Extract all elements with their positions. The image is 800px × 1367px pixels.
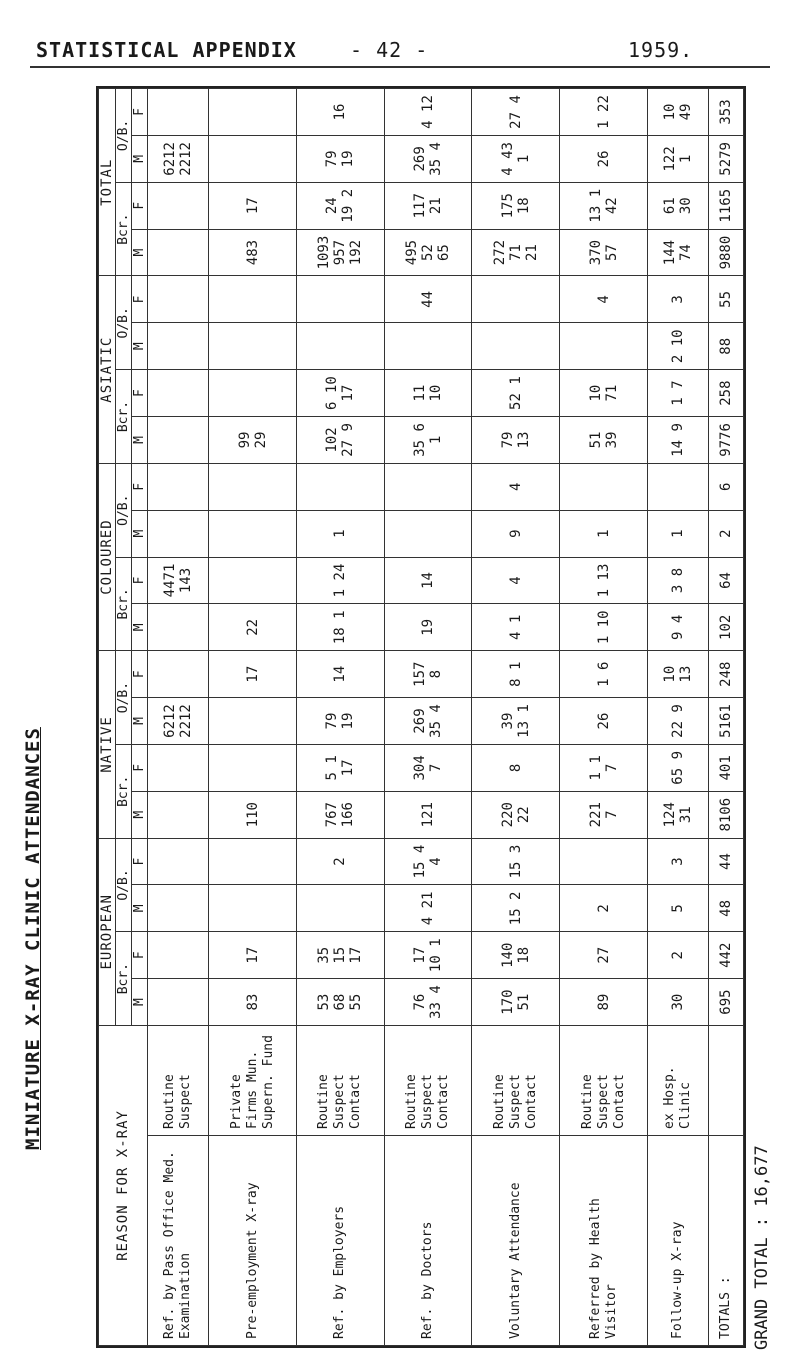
value-cell: 144 74 — [647, 229, 708, 276]
value-cell: 1 1 7 — [560, 744, 648, 791]
sex-header: M — [132, 417, 148, 464]
value-cell: 14 9 — [647, 417, 708, 464]
value-cell: 272 71 21 — [472, 229, 560, 276]
value-cell: 1 — [296, 510, 384, 557]
value-cell — [148, 229, 209, 276]
value-cell: 15 4 4 — [384, 838, 472, 885]
value-cell — [472, 323, 560, 370]
value-cell: 27 — [560, 932, 648, 979]
value-cell: 220 22 — [472, 791, 560, 838]
value-cell — [384, 510, 472, 557]
value-cell: 8 — [472, 744, 560, 791]
sex-header: M — [132, 979, 148, 1026]
value-cell: 15 2 — [472, 885, 560, 932]
value-cell: 258 — [709, 370, 744, 417]
value-cell: 4 — [472, 557, 560, 604]
sex-header: M — [132, 885, 148, 932]
value-cell: 102 27 9 — [296, 417, 384, 464]
value-cell — [148, 463, 209, 510]
value-cell: 4 21 — [384, 885, 472, 932]
value-cell: 10 71 — [560, 370, 648, 417]
sex-header: F — [132, 744, 148, 791]
value-cell: 79 19 — [296, 135, 384, 182]
value-cell — [560, 323, 648, 370]
side-title-text: MINIATURE X-RAY CLINIC ATTENDANCES — [22, 727, 44, 1150]
attendance-table — [98, 88, 744, 1346]
value-cell: 4 — [560, 276, 648, 323]
value-cell — [209, 463, 297, 510]
value-cell — [209, 276, 297, 323]
value-cell: 30 — [647, 979, 708, 1026]
sex-header: F — [132, 651, 148, 698]
group-coloured: COLOURED — [99, 463, 116, 650]
value-cell: 65 9 — [647, 744, 708, 791]
value-cell — [384, 323, 472, 370]
value-cell: 4 — [472, 463, 560, 510]
value-cell: 24 19 2 — [296, 182, 384, 229]
value-cell: 1 13 — [560, 557, 648, 604]
value-cell: 767 166 — [296, 791, 384, 838]
value-cell: 117 21 — [384, 182, 472, 229]
value-cell: 1 24 — [296, 557, 384, 604]
value-cell: 10 13 — [647, 651, 708, 698]
reason-header: REASON FOR X-RAY — [99, 1025, 148, 1345]
table-row — [472, 89, 560, 1346]
value-cell: 370 57 — [560, 229, 648, 276]
reason-cell: Referred by Health Visitor — [560, 1136, 648, 1346]
sex-header: M — [132, 135, 148, 182]
value-cell — [209, 557, 297, 604]
value-cell: 495 52 65 — [384, 229, 472, 276]
sub-reason-cell: Routine Suspect Contact — [560, 1025, 648, 1135]
value-cell: 99 29 — [209, 417, 297, 464]
value-cell: 14 — [296, 651, 384, 698]
value-cell — [209, 370, 297, 417]
value-cell: 22 — [209, 604, 297, 651]
value-cell: 9880 — [709, 229, 744, 276]
value-cell: 5161 — [709, 698, 744, 745]
value-cell: 483 — [209, 229, 297, 276]
value-cell: 9776 — [709, 417, 744, 464]
value-cell — [148, 838, 209, 885]
value-cell: 269 35 4 — [384, 135, 472, 182]
value-cell: 1 — [560, 510, 648, 557]
sex-header: F — [132, 276, 148, 323]
value-cell: 17 — [209, 182, 297, 229]
reason-cell: Follow-up X-ray — [647, 1136, 708, 1346]
sex-header: M — [132, 323, 148, 370]
value-cell: 35 15 17 — [296, 932, 384, 979]
sub-reason-cell: Private Firms Mun. Supern. Fund — [209, 1025, 297, 1135]
value-cell: 89 — [560, 979, 648, 1026]
value-cell: 695 — [709, 979, 744, 1026]
value-cell: 79 19 — [296, 698, 384, 745]
value-cell: 88 — [709, 323, 744, 370]
value-cell: 3 — [647, 838, 708, 885]
value-cell — [148, 370, 209, 417]
sex-header: M — [132, 510, 148, 557]
sex-header: F — [132, 463, 148, 510]
reason-cell: TOTALS : — [709, 1136, 744, 1346]
value-cell: 4 43 1 — [472, 135, 560, 182]
value-cell — [209, 838, 297, 885]
subgroup-header: Bcr. — [116, 932, 132, 1026]
sex-header: M — [132, 698, 148, 745]
value-cell: 4 12 — [384, 89, 472, 136]
value-cell: 1165 — [709, 182, 744, 229]
value-cell — [148, 89, 209, 136]
value-cell: 304 7 — [384, 744, 472, 791]
table-body — [148, 89, 744, 1346]
subgroup-header: O/B. — [116, 838, 132, 932]
reason-cell: Pre-employment X-ray — [209, 1136, 297, 1346]
value-cell: 61 30 — [647, 182, 708, 229]
value-cell: 9 4 — [647, 604, 708, 651]
group-asiatic: ASIATIC — [99, 276, 116, 463]
value-cell: 17 — [209, 932, 297, 979]
value-cell: 401 — [709, 744, 744, 791]
value-cell: 6 10 17 — [296, 370, 384, 417]
value-cell: 51 39 — [560, 417, 648, 464]
value-cell — [647, 463, 708, 510]
value-cell — [148, 651, 209, 698]
value-cell — [209, 510, 297, 557]
sex-header: F — [132, 557, 148, 604]
value-cell: 124 31 — [647, 791, 708, 838]
value-cell: 5279 — [709, 135, 744, 182]
value-cell: 1 10 — [560, 604, 648, 651]
value-cell: 8106 — [709, 791, 744, 838]
value-cell: 1093 957 192 — [296, 229, 384, 276]
value-cell: 11 10 — [384, 370, 472, 417]
value-cell: 121 — [384, 791, 472, 838]
reason-cell: Ref. by Employers — [296, 1136, 384, 1346]
side-title — [18, 560, 44, 1160]
value-cell: 18 1 — [296, 604, 384, 651]
value-cell: 83 — [209, 979, 297, 1026]
value-cell: 48 — [709, 885, 744, 932]
group-european: EUROPEAN — [99, 838, 116, 1025]
sex-header: M — [132, 604, 148, 651]
grand-total — [750, 1130, 774, 1360]
value-cell — [148, 885, 209, 932]
value-cell: 1 6 — [560, 651, 648, 698]
value-cell: 2 — [709, 510, 744, 557]
value-cell: 157 8 — [384, 651, 472, 698]
value-cell — [560, 838, 648, 885]
value-cell: 122 1 — [647, 135, 708, 182]
value-cell: 6212 2212 — [148, 698, 209, 745]
value-cell — [560, 463, 648, 510]
table-row — [560, 89, 648, 1346]
value-cell — [209, 744, 297, 791]
table-row — [296, 89, 384, 1346]
table-row — [709, 89, 744, 1346]
value-cell — [296, 276, 384, 323]
subgroup-header: Bcr. — [116, 744, 132, 838]
value-cell — [296, 885, 384, 932]
sex-header: F — [132, 838, 148, 885]
value-cell: 6212 2212 — [148, 135, 209, 182]
value-cell — [209, 698, 297, 745]
sex-header: F — [132, 932, 148, 979]
group-total: TOTAL — [99, 89, 116, 276]
value-cell: 5 1 17 — [296, 744, 384, 791]
subgroup-header: O/B. — [116, 89, 132, 183]
value-cell: 3 8 — [647, 557, 708, 604]
subgroup-header: O/B. — [116, 276, 132, 370]
value-cell: 44 — [384, 276, 472, 323]
value-cell: 2 — [647, 932, 708, 979]
sex-header: M — [132, 791, 148, 838]
value-cell: 269 35 4 — [384, 698, 472, 745]
value-cell: 35 6 1 — [384, 417, 472, 464]
value-cell: 26 — [560, 698, 648, 745]
value-cell: 27 4 — [472, 89, 560, 136]
value-cell: 17 10 1 — [384, 932, 472, 979]
value-cell — [148, 276, 209, 323]
subgroup-header: Bcr. — [116, 557, 132, 651]
sex-header: M — [132, 229, 148, 276]
value-cell: 15 3 — [472, 838, 560, 885]
value-cell — [209, 885, 297, 932]
value-cell: 26 — [560, 135, 648, 182]
value-cell: 140 18 — [472, 932, 560, 979]
value-cell: 4471 143 — [148, 557, 209, 604]
subgroup-header: O/B. — [116, 463, 132, 557]
table-row — [647, 89, 708, 1346]
value-cell: 79 13 — [472, 417, 560, 464]
value-cell: 16 — [296, 89, 384, 136]
value-cell: 4 1 — [472, 604, 560, 651]
value-cell: 44 — [709, 838, 744, 885]
value-cell: 2 — [296, 838, 384, 885]
value-cell: 52 1 — [472, 370, 560, 417]
value-cell — [148, 323, 209, 370]
sex-header: F — [132, 182, 148, 229]
page-header-title: STATISTICAL APPENDIX — [36, 38, 297, 62]
value-cell: 10 49 — [647, 89, 708, 136]
value-cell: 110 — [209, 791, 297, 838]
value-cell — [148, 604, 209, 651]
value-cell: 221 7 — [560, 791, 648, 838]
value-cell: 3 — [647, 276, 708, 323]
value-cell — [148, 182, 209, 229]
value-cell: 5 — [647, 885, 708, 932]
value-cell: 39 13 1 — [472, 698, 560, 745]
table-row — [209, 89, 297, 1346]
value-cell — [148, 417, 209, 464]
value-cell — [472, 276, 560, 323]
sub-reason-cell: Routine Suspect — [148, 1025, 209, 1135]
value-cell — [296, 463, 384, 510]
table-row — [148, 89, 209, 1346]
value-cell: 53 68 55 — [296, 979, 384, 1026]
value-cell — [148, 510, 209, 557]
value-cell — [209, 135, 297, 182]
statistics-table — [96, 86, 746, 1348]
sex-header: F — [132, 89, 148, 136]
sub-reason-cell: ex Hosp. Clinic — [647, 1025, 708, 1135]
subgroup-header: Bcr. — [116, 370, 132, 464]
value-cell: 1 7 — [647, 370, 708, 417]
subgroup-header: Bcr. — [116, 182, 132, 276]
subgroup-header: O/B. — [116, 651, 132, 745]
sex-header: F — [132, 370, 148, 417]
value-cell: 353 — [709, 89, 744, 136]
page-number: - 42 - — [350, 38, 429, 62]
value-cell — [209, 89, 297, 136]
value-cell — [148, 791, 209, 838]
value-cell: 9 — [472, 510, 560, 557]
value-cell: 76 33 4 — [384, 979, 472, 1026]
value-cell: 22 9 — [647, 698, 708, 745]
value-cell — [148, 979, 209, 1026]
value-cell: 14 — [384, 557, 472, 604]
value-cell: 248 — [709, 651, 744, 698]
value-cell: 64 — [709, 557, 744, 604]
value-cell: 175 18 — [472, 182, 560, 229]
sub-reason-cell: Routine Suspect Contact — [384, 1025, 472, 1135]
group-native: NATIVE — [99, 651, 116, 838]
value-cell: 19 — [384, 604, 472, 651]
sub-reason-cell — [709, 1025, 744, 1135]
page-year: 1959. — [628, 38, 694, 62]
value-cell: 442 — [709, 932, 744, 979]
value-cell: 102 — [709, 604, 744, 651]
reason-cell: Voluntary Attendance — [472, 1136, 560, 1346]
value-cell — [148, 744, 209, 791]
reason-cell: Ref. by Doctors — [384, 1136, 472, 1346]
sub-reason-cell: Routine Suspect Contact — [472, 1025, 560, 1135]
value-cell: 55 — [709, 276, 744, 323]
value-cell — [384, 463, 472, 510]
value-cell: 8 1 — [472, 651, 560, 698]
value-cell — [296, 323, 384, 370]
grand-total-text: GRAND TOTAL : 16,677 — [752, 1145, 772, 1350]
value-cell: 13 1 42 — [560, 182, 648, 229]
value-cell: 2 — [560, 885, 648, 932]
table-row — [384, 89, 472, 1346]
value-cell: 17 — [209, 651, 297, 698]
value-cell: 170 51 — [472, 979, 560, 1026]
value-cell: 6 — [709, 463, 744, 510]
sub-reason-cell: Routine Suspect Contact — [296, 1025, 384, 1135]
rotated-table-frame — [98, 88, 744, 1346]
reason-cell: Ref. by Pass Office Med. Examination — [148, 1136, 209, 1346]
value-cell: 2 10 — [647, 323, 708, 370]
value-cell — [209, 323, 297, 370]
header-rule — [30, 66, 770, 68]
value-cell: 1 22 — [560, 89, 648, 136]
value-cell — [148, 932, 209, 979]
value-cell: 1 — [647, 510, 708, 557]
